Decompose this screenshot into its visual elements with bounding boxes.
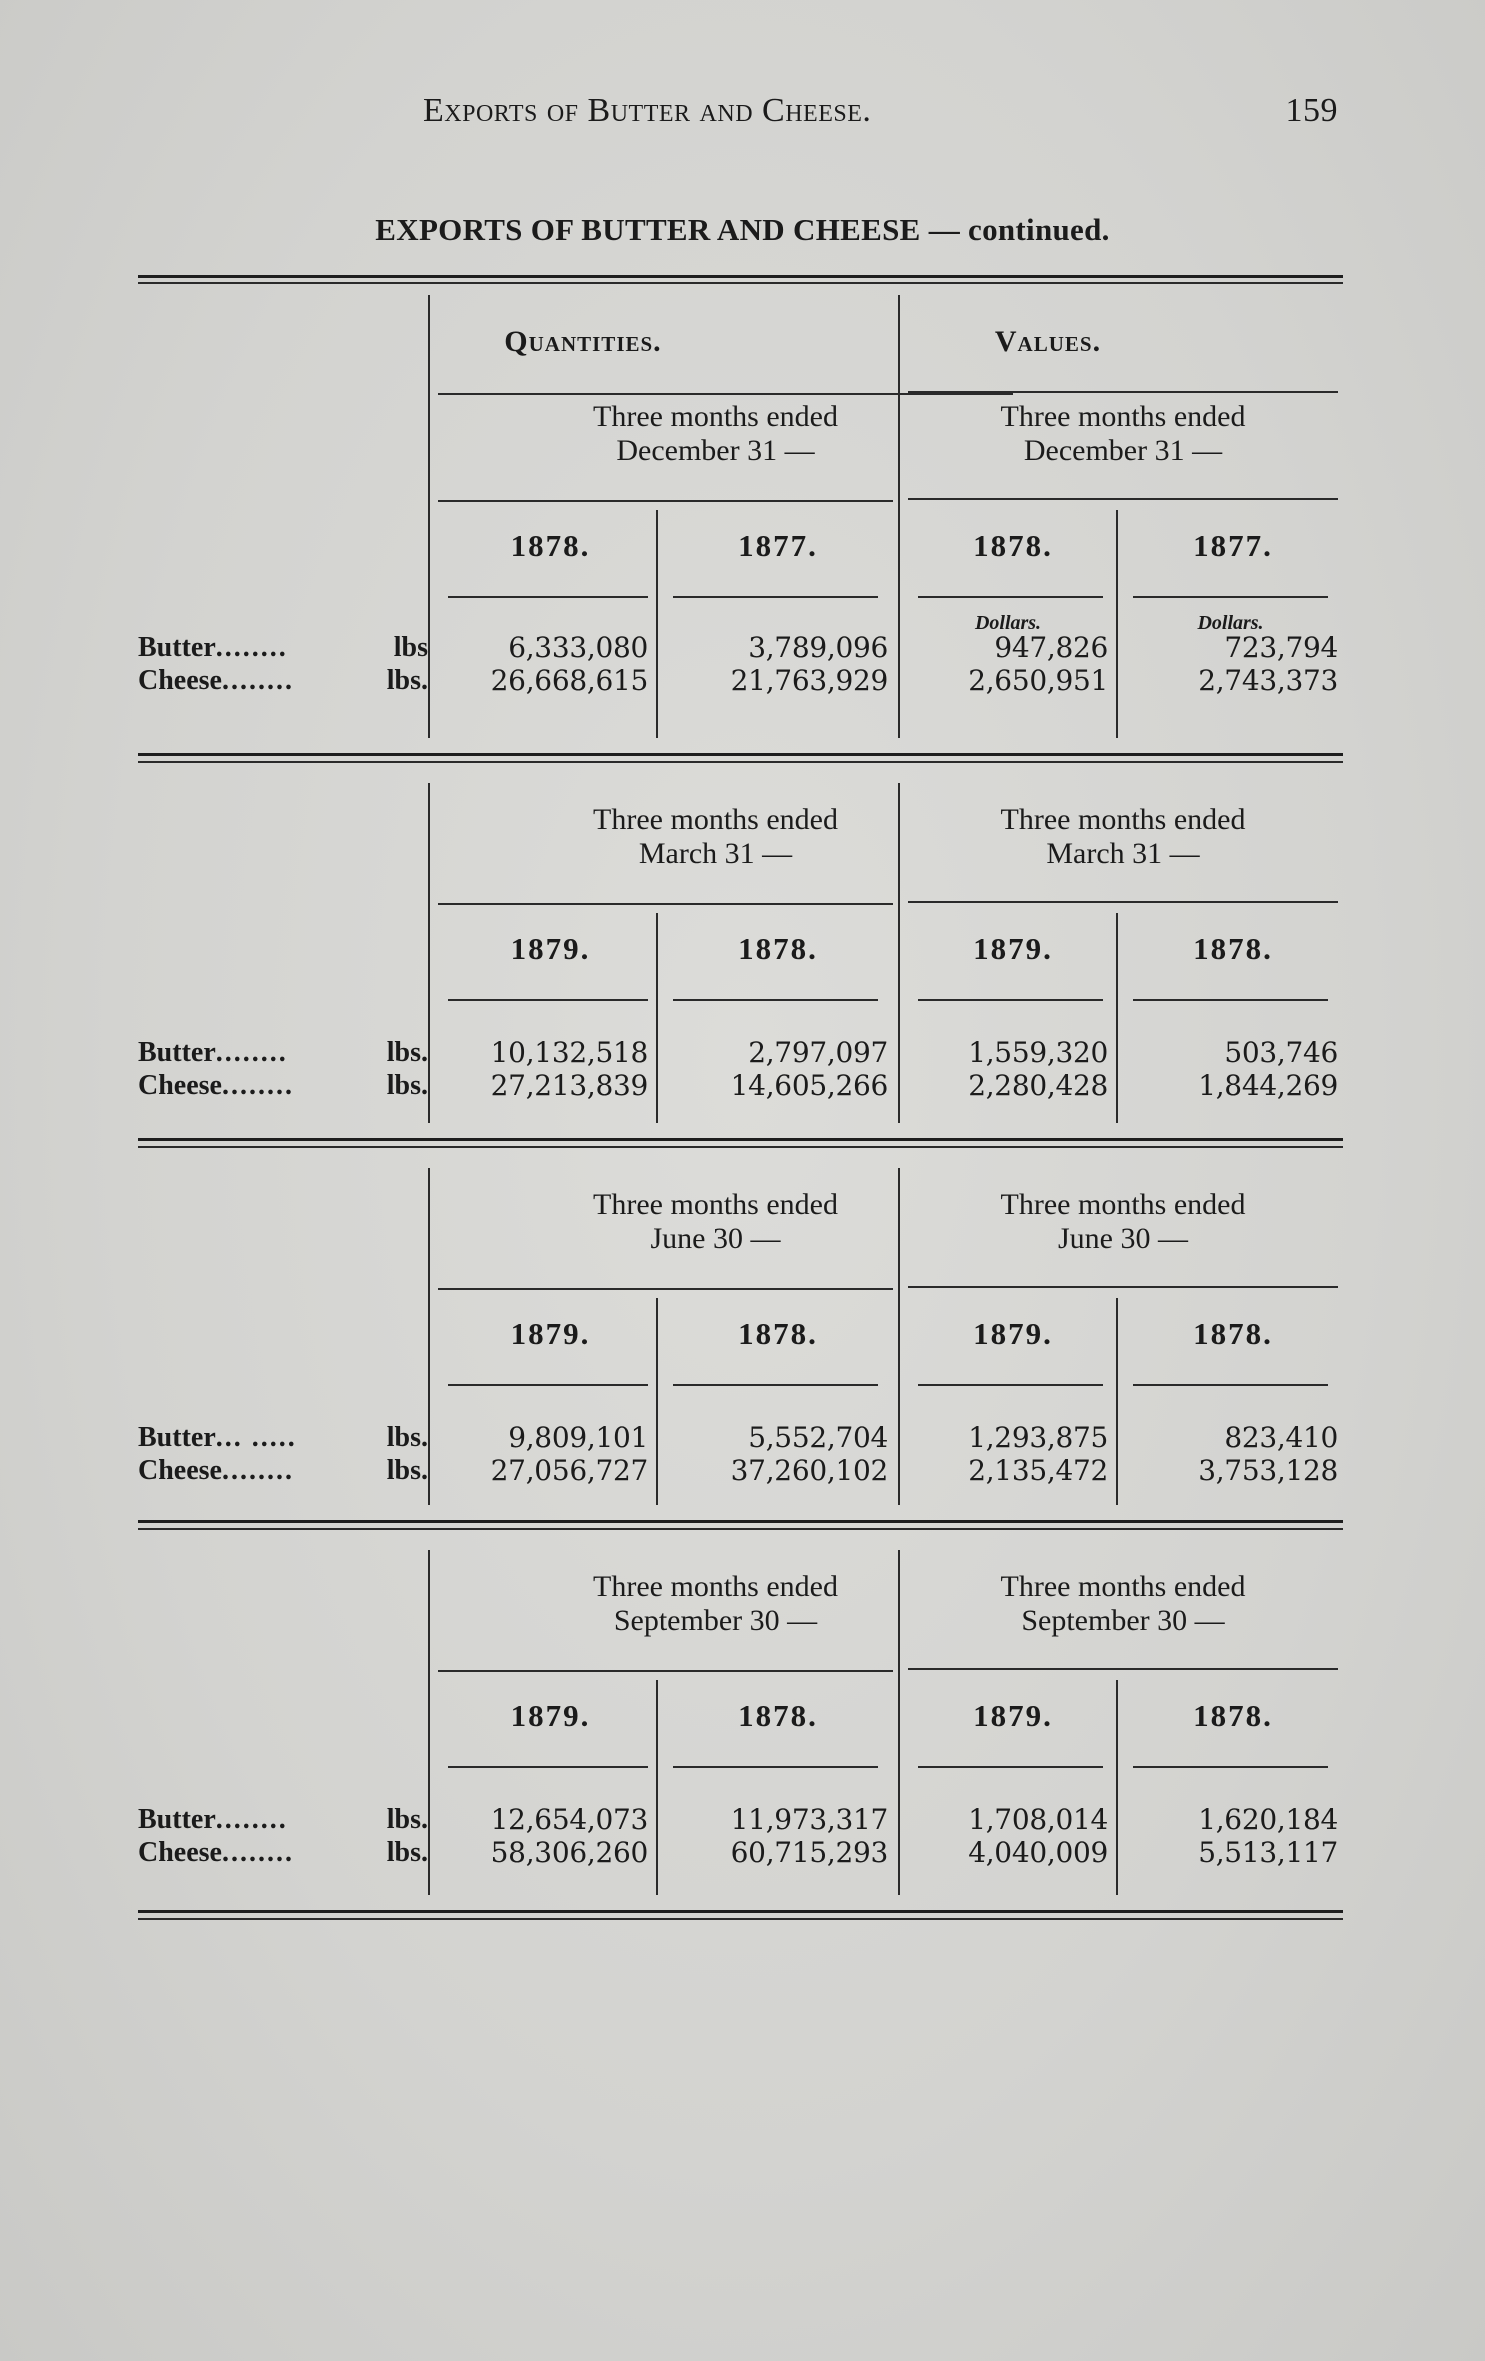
quantities-heading: Quantities. (504, 325, 662, 358)
table-cell-value: 9,809,101 (508, 1421, 648, 1454)
year-underline (1133, 1766, 1328, 1768)
commodity-name: Cheese (138, 1455, 222, 1486)
period-line-2: September 30 — (613, 1604, 818, 1637)
year-heading: 1879. (973, 931, 1053, 966)
year-heading: 1878. (738, 931, 818, 966)
year-heading: 1878. (510, 528, 591, 563)
period-line-1: Three months ended (1000, 1188, 1246, 1221)
year-underline (918, 1766, 1103, 1768)
table-cell-value: 723,794 (1224, 631, 1338, 664)
leader-dots: ........ (221, 1455, 294, 1486)
section-rule (138, 1910, 1343, 1913)
row-label (138, 1069, 428, 1102)
table-cell-value: 2,135,472 (968, 1454, 1108, 1487)
row-label (138, 664, 428, 697)
table-cell-value: 1,708,014 (968, 1803, 1108, 1836)
leader-dots: ... ..... (215, 1422, 297, 1453)
year-underline (1133, 999, 1328, 1001)
period-line-1: Three months ended (593, 400, 838, 433)
section-rule (138, 1138, 1343, 1141)
period-line-2: December 31 — (1023, 434, 1223, 467)
table-cell-value: 37,260,102 (730, 1454, 888, 1487)
stub-column-divider (428, 783, 430, 1123)
section-rule-inner (138, 761, 1343, 763)
year-underline (673, 999, 878, 1001)
unit-label: lbs. (386, 1037, 428, 1068)
commodity-name: Butter (138, 1422, 216, 1453)
leader-dots: ........ (221, 1837, 294, 1868)
year-heading: 1878. (738, 1698, 818, 1733)
year-underline (918, 999, 1103, 1001)
values-period-heading (908, 803, 1338, 871)
year-heading: 1878. (738, 1316, 818, 1351)
running-head-title: Exports of Butter and Cheese. (423, 92, 872, 129)
row-label (138, 1421, 428, 1454)
commodity-name: Cheese (138, 665, 222, 696)
values-heading: Values. (994, 325, 1102, 358)
commodity-name: Cheese (138, 1070, 222, 1101)
year-heading: 1878. (1193, 1316, 1273, 1351)
table-cell-value: 1,293,875 (968, 1421, 1108, 1454)
values-period-heading (908, 1570, 1338, 1638)
period-underline-values (908, 1286, 1338, 1288)
section-rule (138, 753, 1343, 756)
year-underline (673, 1766, 878, 1768)
table-cell-value: 60,715,293 (730, 1836, 888, 1869)
page-number: 159 (1285, 92, 1338, 129)
year-heading: 1877. (738, 528, 818, 563)
unit-label: lbs. (386, 1422, 428, 1453)
row-label (138, 1036, 428, 1069)
period-line-2: June 30 — (1058, 1222, 1188, 1255)
year-underline (448, 999, 648, 1001)
unit-label: lbs. (386, 1837, 428, 1868)
period-line-2: March 31 — (1046, 837, 1200, 870)
section-rule-inner (138, 1528, 1343, 1530)
period-underline-quantities (438, 1288, 893, 1290)
commodity-name: Butter (138, 632, 216, 663)
dollars-unit-label: Dollars. (974, 612, 1042, 634)
table-cell-value: 27,213,839 (490, 1069, 648, 1102)
table-cell-value: 1,844,269 (1198, 1069, 1338, 1102)
table-cell-value: 5,513,117 (1198, 1836, 1338, 1869)
table-cell-value: 6,333,080 (508, 631, 648, 664)
leader-dots: ........ (215, 632, 288, 663)
exports-table (138, 275, 1343, 1945)
table-cell-value: 26,668,615 (490, 664, 648, 697)
year-underline (918, 1384, 1103, 1386)
table-cell-value: 5,552,704 (748, 1421, 888, 1454)
period-line-1: Three months ended (593, 1570, 838, 1603)
unit-label: lbs. (386, 1804, 428, 1835)
section-rule (138, 1520, 1343, 1523)
table-cell-value: 2,743,373 (1198, 664, 1338, 697)
year-underline (673, 596, 878, 598)
unit-label: lbs. (386, 1070, 428, 1101)
period-line-2: September 30 — (1021, 1604, 1225, 1637)
dollars-unit-label: Dollars. (1197, 612, 1264, 634)
period-line-1: Three months ended (1000, 803, 1246, 836)
year-heading: 1878. (973, 528, 1053, 563)
table-cell-value: 823,410 (1224, 1421, 1338, 1454)
table-cell-value: 11,973,317 (730, 1803, 888, 1836)
row-label (138, 1803, 428, 1836)
top-rule-inner (138, 282, 1343, 284)
year-heading: 1878. (1193, 1698, 1273, 1733)
year-heading: 1879. (510, 931, 591, 966)
period-line-2: June 30 — (650, 1222, 781, 1255)
unit-label: lbs. (386, 665, 428, 696)
year-underline (673, 1384, 878, 1386)
table-cell-value: 2,280,428 (968, 1069, 1108, 1102)
period-underline-values (908, 498, 1338, 500)
values-period-heading (908, 400, 1338, 468)
year-underline (448, 1766, 648, 1768)
group-column-divider (898, 295, 900, 738)
table-cell-value: 947,826 (994, 631, 1108, 664)
table-cell-value: 14,605,266 (730, 1069, 888, 1102)
year-heading: 1879. (510, 1316, 591, 1351)
table-cell-value: 58,306,260 (490, 1836, 648, 1869)
table-cell-value: 503,746 (1224, 1036, 1338, 1069)
period-line-1: Three months ended (593, 1188, 838, 1221)
table-cell-value: 1,620,184 (1198, 1803, 1338, 1836)
table-cell-value: 3,789,096 (748, 631, 888, 664)
period-line-2: December 31 — (616, 434, 815, 467)
section-rule-inner (138, 1918, 1343, 1920)
table-cell-value: 21,763,929 (730, 664, 888, 697)
year-heading: 1878. (1193, 931, 1273, 966)
leader-dots: ........ (221, 1070, 294, 1101)
period-underline-values (908, 901, 1338, 903)
period-line-1: Three months ended (593, 803, 838, 836)
period-line-1: Three months ended (1000, 1570, 1246, 1603)
values-period-heading (908, 1188, 1338, 1256)
table-cell-value: 4,040,009 (968, 1836, 1108, 1869)
stub-column-divider (428, 1550, 430, 1895)
period-underline-quantities (438, 1670, 893, 1672)
table-cell-value: 12,654,073 (490, 1803, 648, 1836)
leader-dots: ........ (215, 1037, 288, 1068)
year-heading: 1879. (510, 1698, 591, 1733)
year-heading: 1879. (973, 1316, 1053, 1351)
table-cell-value: 2,797,097 (748, 1036, 888, 1069)
table-cell-value: 2,650,951 (968, 664, 1108, 697)
period-line-1: Three months ended (1000, 400, 1246, 433)
table-cell-value: 27,056,727 (490, 1454, 648, 1487)
table-title (0, 212, 1485, 248)
period-underline-quantities (438, 500, 893, 502)
period-underline-quantities (438, 903, 893, 905)
stub-column-divider (428, 1168, 430, 1505)
year-underline (448, 1384, 648, 1386)
year-underline (1133, 1384, 1328, 1386)
section-rule-inner (138, 1146, 1343, 1148)
year-underline (918, 596, 1103, 598)
group-underline-quantities (438, 393, 1013, 395)
row-label (138, 1454, 428, 1487)
leader-dots: ........ (221, 665, 294, 696)
leader-dots: ........ (215, 1804, 288, 1835)
year-heading: 1879. (973, 1698, 1053, 1733)
group-underline-values (908, 391, 1338, 393)
stub-column-divider (428, 295, 430, 738)
row-label (138, 1836, 428, 1869)
year-underline (1133, 596, 1328, 598)
unit-label: lbs (393, 632, 428, 663)
table-title-suffix: — continued. (928, 212, 1110, 247)
period-line-2: March 31 — (638, 837, 793, 870)
commodity-name: Butter (138, 1804, 216, 1835)
year-underline (448, 596, 648, 598)
unit-label: lbs. (386, 1455, 428, 1486)
year-heading: 1877. (1193, 528, 1273, 563)
top-rule (138, 275, 1343, 278)
table-cell-value: 10,132,518 (490, 1036, 648, 1069)
commodity-name: Butter (138, 1037, 216, 1068)
commodity-name: Cheese (138, 1837, 222, 1868)
table-title-main: EXPORTS OF BUTTER AND CHEESE (375, 212, 921, 247)
period-underline-values (908, 1668, 1338, 1670)
table-cell-value: 3,753,128 (1198, 1454, 1338, 1487)
row-label (138, 631, 428, 664)
table-cell-value: 1,559,320 (968, 1036, 1108, 1069)
